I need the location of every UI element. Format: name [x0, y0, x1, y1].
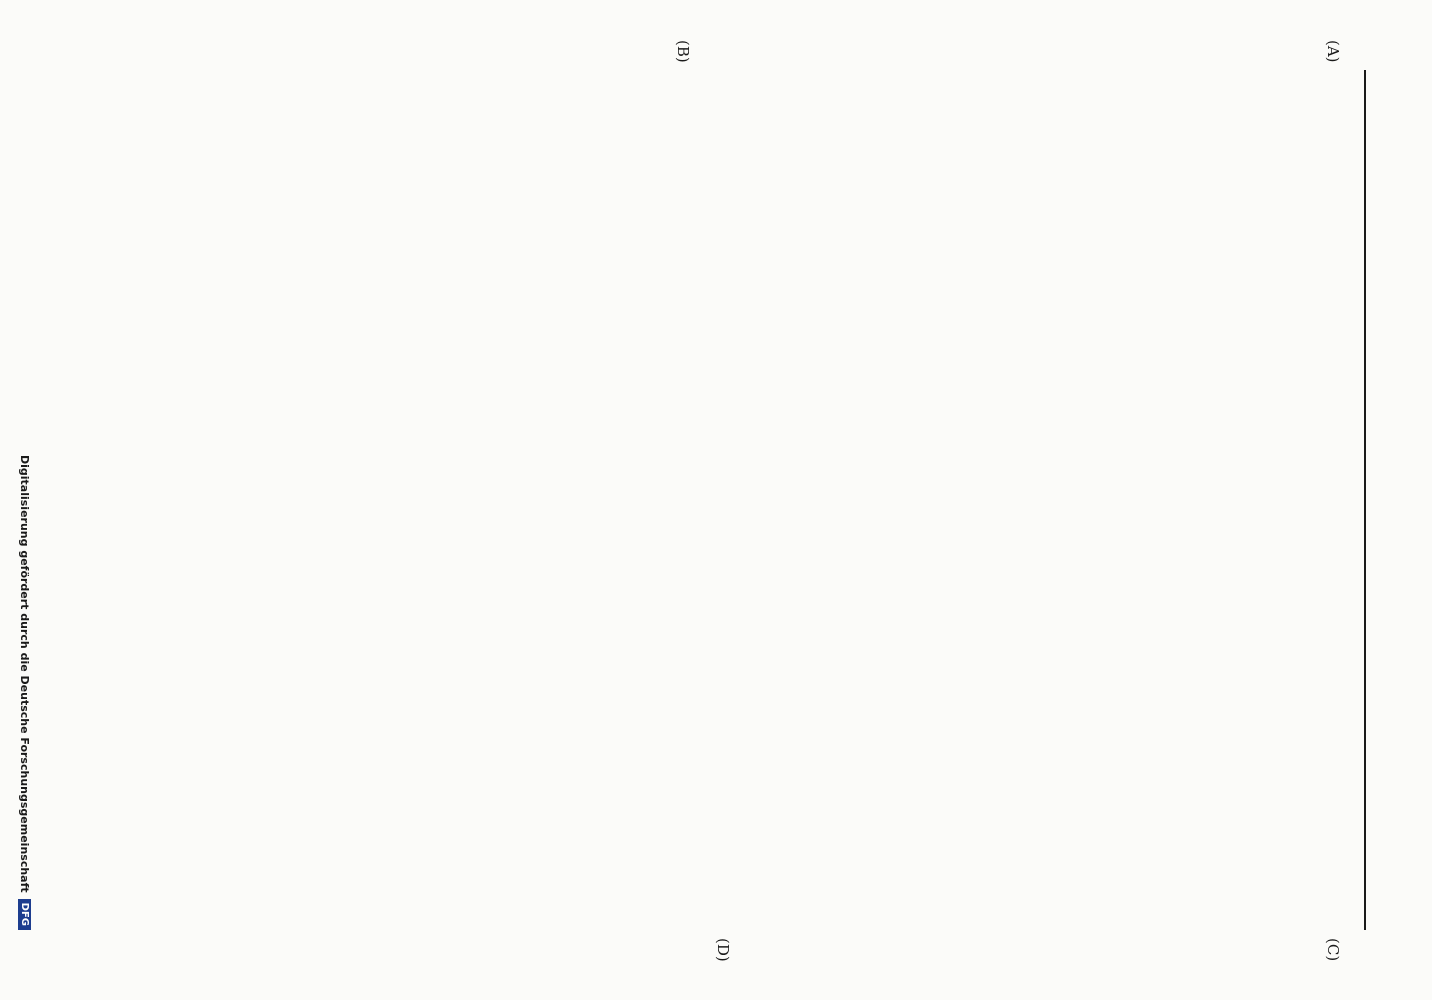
- text-column-right: [14, 520, 1354, 930]
- page-header: [1364, 70, 1396, 930]
- dfg-logo: DFG: [19, 899, 32, 930]
- digitization-note: [13, 330, 37, 930]
- margin-letter-a: (A): [1324, 40, 1342, 63]
- text-column-left: [14, 70, 1354, 480]
- margin-letter-c: (C): [1324, 938, 1342, 962]
- margin-letter-d: (D): [714, 938, 732, 962]
- digitization-text: Digitalisierung gefördert durch die Deutsche Forschungsgemeinschaft: [18, 454, 32, 893]
- margin-letter-b: (B): [674, 40, 692, 63]
